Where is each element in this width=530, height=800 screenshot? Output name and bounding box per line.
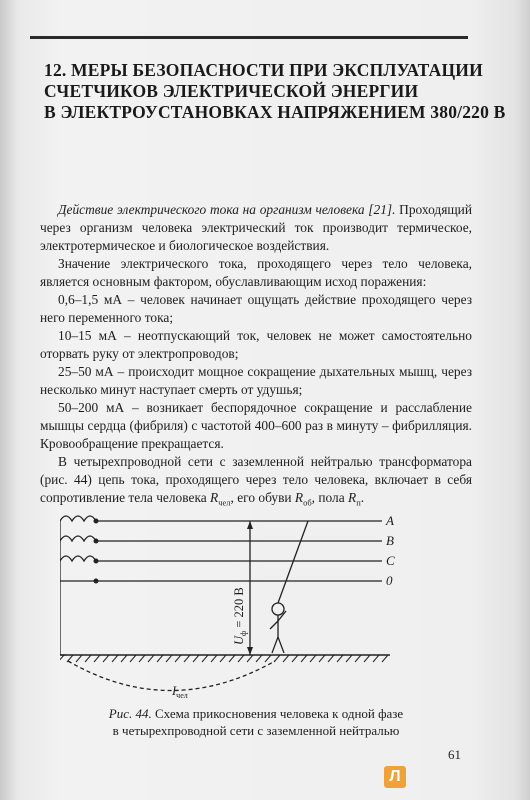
coil-c [60,556,96,561]
person-leg-2 [278,637,284,653]
ground-hatch [148,655,154,662]
ground-hatch [67,655,73,662]
label-zero: 0 [386,573,393,588]
node-c [94,559,99,564]
paragraph-2: Значение электрического тока, проходящего через тело человека, является основным фактором, обуславливающим исход поражения: [40,256,472,289]
person-arm-2 [270,621,278,629]
r-p-sub: п [356,497,361,508]
section-heading [44,60,506,123]
p7-text-c: , пола [311,490,349,505]
ground-hatch [112,655,118,662]
p7-text-b: , его обуви [230,490,295,505]
node-b [94,539,99,544]
p7-text-a: В четырехпроводной сети с заземленной нейтралью трансформатора (рис. 44) цепь тока, проходящего через тело человека, включает в себя сопротивление тела человека [40,454,472,505]
ground-hatch [139,655,145,662]
ground-hatch [256,655,262,662]
ground-hatch [247,655,253,662]
heading-line-2: СЧЕТЧИКОВ ЭЛЕКТРИЧЕСКОЙ ЭНЕРГИИ [44,81,419,101]
current-label: $I_{чел}$ [172,684,188,700]
ground-hatch [319,655,325,662]
intro-title: Действие электрического тока на организм человека [21]. [58,202,396,217]
voltage-label: $U_ф = 220$ В [232,587,248,645]
r-ob-symbol: R [294,490,304,505]
ground-hatch [76,655,82,662]
r-chel-symbol: R [210,490,219,505]
ground-hatch [292,655,298,662]
ground-hatch [328,655,334,662]
label-a: A [386,513,394,528]
heading-line-1: 12. МЕРЫ БЕЗОПАСНОСТИ ПРИ ЭКСПЛУАТАЦИИ [44,60,483,80]
ground-hatch [373,655,379,662]
ground-hatch [220,655,226,662]
arrow-head-bottom [247,647,253,655]
circuit-diagram [60,505,460,715]
paragraph-3: 0,6–1,5 мА – человек начинает ощущать действие проходящего через него переменного тока; [40,292,472,325]
p7-text-d: . [360,490,365,505]
ground-hatch [166,655,172,662]
r-ob-sub: об [303,497,312,508]
caption-line-1 [40,705,472,722]
ground-hatch [130,655,136,662]
header-rule [30,36,468,39]
paragraph-intro [40,201,472,255]
ground-hatch [229,655,235,662]
ground-hatch [184,655,190,662]
ground-hatch [193,655,199,662]
ground-hatch [238,655,244,662]
ground-hatch [346,655,352,662]
ground-hatch [211,655,217,662]
publisher-logo-icon: Л [384,766,406,788]
paragraph-4: 10–15 мА – неотпускающий ток, человек не может самостоятельно оторвать руку от электропроводов; [40,328,472,361]
ground-hatch [337,655,343,662]
caption-text-1: Схема прикосновения человека к одной фазе [151,706,404,721]
ground-hatch [274,655,280,662]
paragraph-6: 50–200 мА – возникает беспорядочное сокращение и расслабление мышцы сердца (фибриля) с частотой 400–600 раз в минуту – фибрилляция. Кровообращение прекращается. [40,400,472,451]
ground-hatch [175,655,181,662]
arrow-head-top [247,521,253,529]
ground-hatching [60,655,388,662]
coil-a [60,516,96,521]
node-zero [94,579,99,584]
label-c: C [386,553,395,568]
touch-wire [278,521,308,603]
ground-hatch [103,655,109,662]
page-number: 61 [448,747,461,762]
ground-hatch [382,655,388,662]
ground-hatch [157,655,163,662]
figure-caption [40,705,472,739]
ground-hatch [121,655,127,662]
ground-hatch [85,655,91,662]
ground-hatch [355,655,361,662]
intro-text: Проходящий через организм человека электрический ток производит термическое, электротермическое и биологическое воздействия. [40,202,473,253]
node-a [94,519,99,524]
body-text [40,201,472,512]
label-b: B [386,533,394,548]
person-head [272,603,284,615]
ground-hatch [364,655,370,662]
r-p-symbol: R [348,490,357,505]
person-leg [272,637,278,653]
caption-label: Рис. 44. [108,706,152,721]
paragraph-7 [40,453,472,512]
heading-line-3: В ЭЛЕКТРОУСТАНОВКАХ НАПРЯЖЕНИЕМ 380/220 В [44,102,506,122]
caption-line-2: в четырехпроводной сети с заземленной нейтралью [112,723,400,738]
ground-hatch [310,655,316,662]
r-chel-sub: чел [218,497,231,508]
ground-hatch [202,655,208,662]
coil-b [60,536,96,541]
ground-hatch [60,655,64,662]
ground-hatch [94,655,100,662]
person-arm [278,611,286,621]
ground-hatch [283,655,289,662]
ground-hatch [301,655,307,662]
ground-hatch [265,655,271,662]
paragraph-5: 25–50 мА – происходит мощное сокращение дыхательных мышц, через несколько минут наступает смерть от удушья; [40,364,472,397]
